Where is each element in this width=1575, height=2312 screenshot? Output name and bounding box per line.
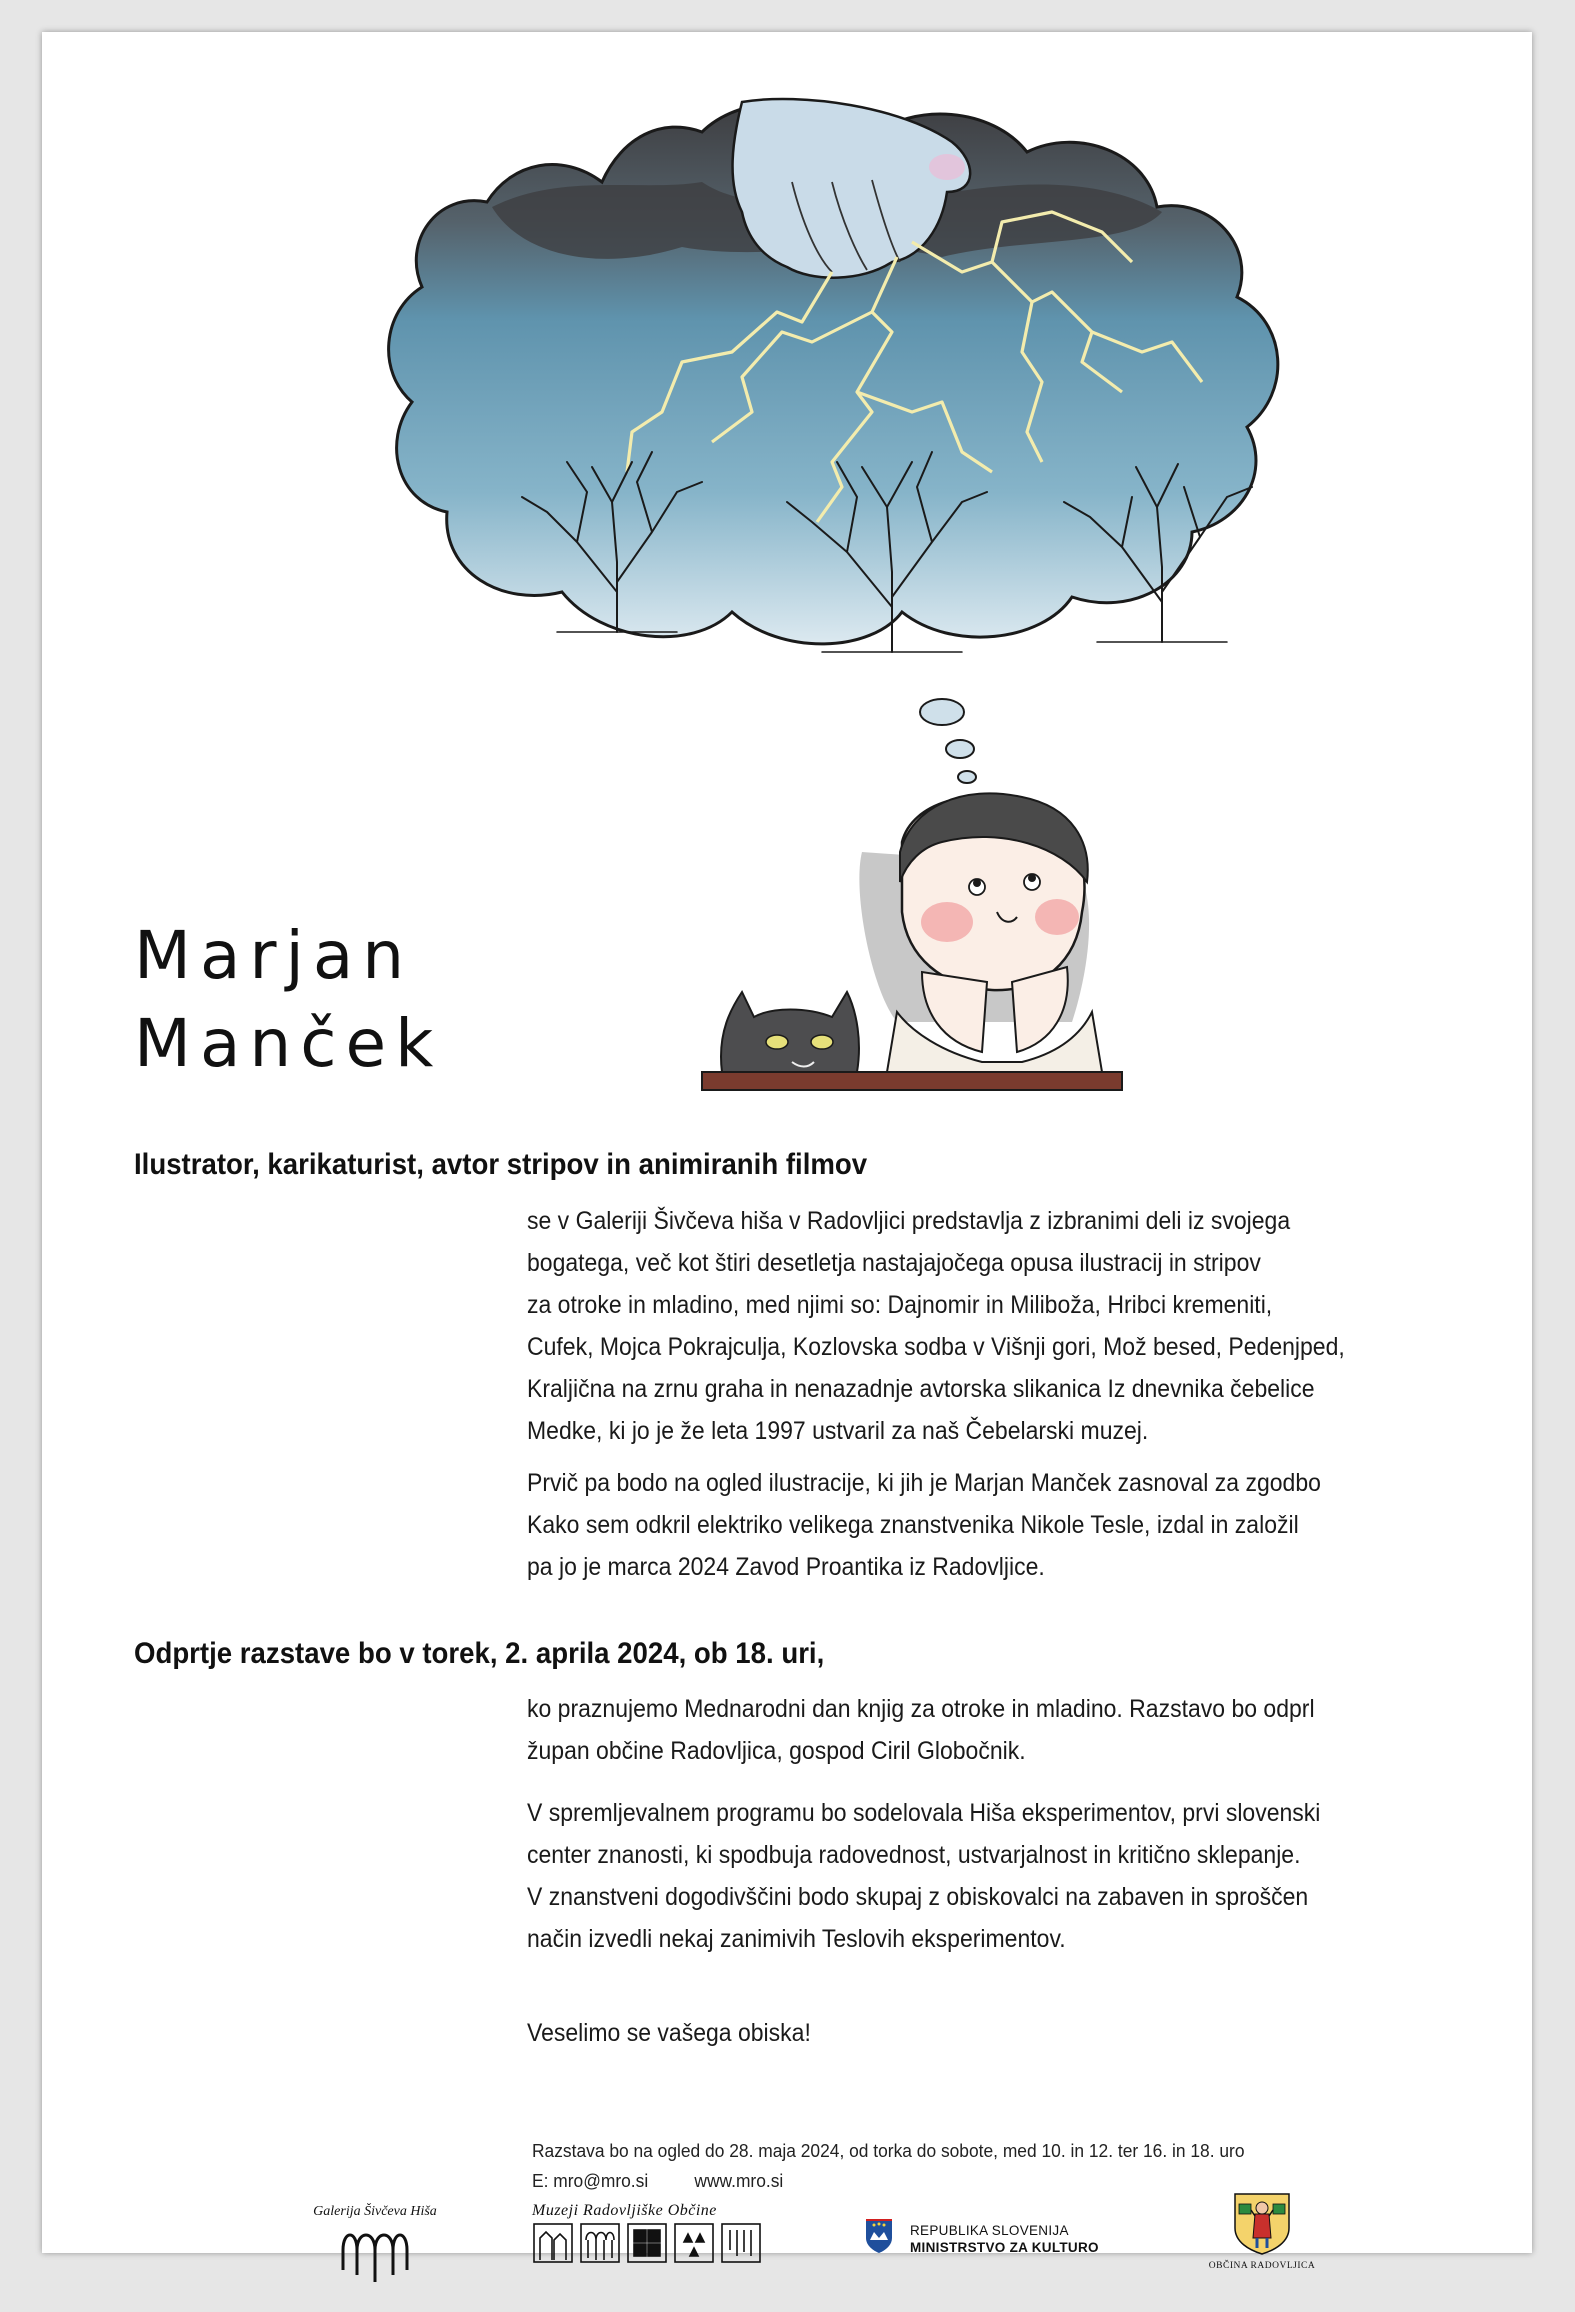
- opening-paragraph: [527, 1688, 1438, 1772]
- program-paragraph: [527, 1792, 1438, 1960]
- intro-line: za otroke in mladino, med njimi so: Dajnomir in Miliboža, Hribci kremeniti,: [527, 1291, 1273, 1319]
- opening-line: ko praznujemo Mednarodni dan knjig za otroke in mladino. Razstavo bo odprl: [527, 1695, 1315, 1723]
- premiere-line: Prvič pa bodo na ogled ilustracije, ki jih je Marjan Manček zasnoval za zgodbo: [527, 1469, 1321, 1497]
- premiere-line: pa jo je marca 2024 Zavod Proantika iz Radovljice.: [527, 1553, 1045, 1581]
- gallery-logo-text: Galerija Šivčeva Hiša: [313, 2204, 437, 2219]
- intro-line: Medke, ki jo je že leta 1997 ustvaril za naš Čebelarski muzej.: [527, 1417, 1149, 1445]
- intro-line: Cufek, Mojca Pokrajculja, Kozlovska sodba v Višnji gori, Mož besed, Pedenjped,: [527, 1333, 1345, 1361]
- artist-first-name: Marjan: [134, 917, 414, 994]
- visit-info: [532, 2136, 1245, 2196]
- gallery-logo: [300, 2204, 450, 2290]
- fountain-icon: [335, 2220, 415, 2285]
- museums-logo-text: Muzeji Radovljiške Občine: [532, 2202, 717, 2219]
- cat-figure: [721, 992, 859, 1072]
- intro-line: se v Galeriji Šivčeva hiša v Radovljici predstavlja z izbranimi deli iz svojega: [527, 1207, 1291, 1235]
- ministry-line-1: REPUBLIKA SLOVENIJA: [910, 2223, 1069, 2238]
- logo-row: [42, 2202, 1532, 2312]
- exhibition-dates: Razstava bo na ogled do 28. maja 2024, od torka do sobote, med 10. in 12. ter 16. in 18. uro: [532, 2140, 1245, 2161]
- artist-name: [134, 912, 442, 1088]
- artist-subtitle: Ilustrator, karikaturist, avtor stripov in animiranih filmov: [134, 1148, 868, 1181]
- municipality-logo-text: OBČINA RADOVLJICA: [1208, 2261, 1316, 2271]
- premiere-line: Kako sem odkril elektriko velikega znanstvenika Nikole Tesle, izdal in založil: [527, 1511, 1299, 1539]
- opening-line: župan občine Radovljica, gospod Ciril Globočnik.: [527, 1737, 1026, 1765]
- email-link[interactable]: E: mro@mro.si: [532, 2170, 649, 2191]
- intro-line: Kraljična na zrnu graha in nenazadnje avtorska slikanica Iz dnevnika čebelice: [527, 1375, 1315, 1403]
- poster: [42, 32, 1532, 2271]
- municipality-logo: [1202, 2190, 1322, 2271]
- contact-line: [532, 2166, 1245, 2196]
- program-line: V znanstveni dogodivščini bodo skupaj z obiskovalci na zabaven in sproščen: [527, 1883, 1309, 1911]
- opening-heading: Odprtje razstave bo v torek, 2. aprila 2024, ob 18. uri,: [134, 1637, 825, 1670]
- ministry-line-2: MINISTRSTVO ZA KULTURO: [910, 2240, 1099, 2255]
- slovenia-coat-of-arms-icon: [864, 2218, 894, 2254]
- intro-paragraph: [527, 1200, 1438, 1452]
- intro-line: bogatega, več kot štiri desetletja nastajajočega opusa ilustracij in stripov: [527, 1249, 1261, 1277]
- premiere-paragraph: [527, 1462, 1438, 1588]
- museum-icons: [532, 2220, 762, 2265]
- radovljica-coat-of-arms-icon: [1231, 2190, 1293, 2256]
- closing-text: Veselimo se vašega obiska!: [527, 2019, 811, 2047]
- museums-logo: [532, 2202, 762, 2270]
- table: [702, 1072, 1122, 1090]
- program-line: V spremljevalnem programu bo sodelovala Hiša eksperimentov, prvi slovenski: [527, 1799, 1321, 1827]
- website-link[interactable]: www.mro.si: [694, 2170, 784, 2191]
- boy-figure: [859, 793, 1102, 1072]
- artist-last-name: Manček: [134, 1005, 443, 1082]
- program-line: center znanosti, ki spodbuja radovednost, ustvarjalnost in kritično sklepanje.: [527, 1841, 1301, 1869]
- closing-paragraph: [527, 2012, 1438, 2054]
- program-line: način izvedli nekaj zanimivih Teslovih eksperimentov.: [527, 1925, 1066, 1953]
